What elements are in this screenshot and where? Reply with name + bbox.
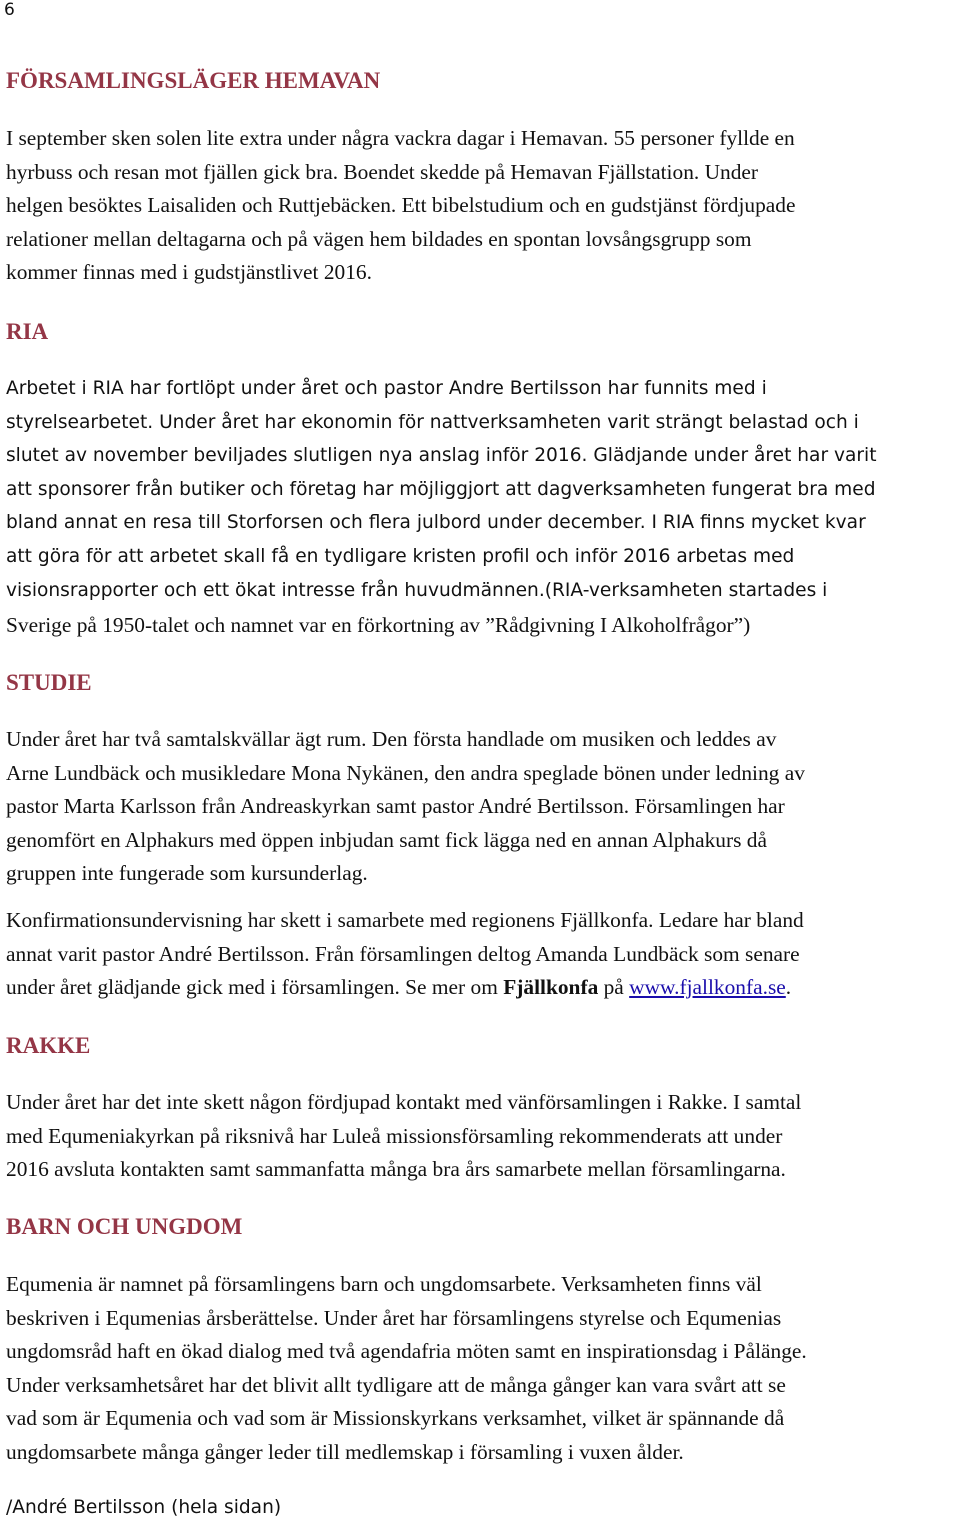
text-line: annat varit pastor André Bertilsson. Från församlingen deltog Amanda Lundbäck som senare: [6, 941, 800, 966]
text-line: styrelsearbetet. Under året har ekonomin för nattverksamheten varit strängt belastad och i: [6, 411, 859, 433]
text-line: Sverige på 1950-talet och namnet var en förkortning av ”Rådgivning I Alkoholfrågor”): [6, 613, 751, 637]
paragraph-forsamlingslager: [6, 122, 960, 290]
text-fragment: under året glädjande gick med i församlingen. Se mer om: [6, 975, 504, 999]
text-line: att sponsorer från butiker och företag har möjliggjort att dagverksamheten fungerat bra med: [6, 478, 876, 500]
text-fragment: .: [785, 975, 792, 999]
paragraph-ria-2: [6, 609, 960, 643]
paragraph-rakke: [6, 1086, 960, 1187]
text-line: genomfört en Alphakurs med öppen inbjudan samt fick lägga ned en annan Alphakurs då: [6, 827, 767, 852]
text-line: 2016 avsluta kontakten samt sammanfatta många bra års samarbete mellan församlingarna.: [6, 1157, 786, 1181]
text-line: Arne Lundbäck och musikledare Mona Nykänen, den andra speglade bönen under ledning av: [6, 760, 805, 785]
heading-studie: STUDIE: [6, 670, 92, 695]
text-line: Under verksamhetsåret har det blivit allt tydligare att de många gånger kan vara svårt att se: [6, 1372, 786, 1397]
text-line: Arbetet i RIA har fortlöpt under året och pastor Andre Bertilsson har funnits med i: [6, 378, 767, 399]
text-line: gruppen inte fungerade som kursunderlag.: [6, 861, 368, 885]
text-line: Konfirmationsundervisning har skett i samarbete med regionens Fjällkonfa. Ledare har bland: [6, 908, 804, 932]
signature: [6, 1491, 960, 1525]
paragraph-studie-2: [6, 904, 960, 1005]
heading-forsamlingslager: FÖRSAMLINGSLÄGER HEMAVAN: [6, 68, 381, 93]
text-fragment: på: [598, 975, 630, 999]
heading-rakke: RAKKE: [6, 1033, 91, 1058]
text-line: hyrbuss och resan mot fjällen gick bra. Boendet skedde på Hemavan Fjällstation. Under: [6, 159, 759, 184]
text-line: slutet av november beviljades slutligen nya anslag inför 2016. Glädjande under året har varit: [6, 445, 877, 467]
text-line: beskriven i Equmenias årsberättelse. Under året har församlingens styrelse och Equmenias: [6, 1305, 782, 1330]
heading-ria: RIA: [6, 319, 49, 344]
text-line: I september sken solen lite extra under några vackra dagar i Hemavan. 55 personer fyllde en: [6, 126, 795, 150]
text-line: [6, 971, 960, 1005]
text-line: ungdomsarbete många gånger leder till medlemskap i församling i vuxen ålder.: [6, 1439, 684, 1464]
text-line: Under året har det inte skett någon fördjupad kontakt med vänförsamlingen i Rakke. I samtal: [6, 1090, 802, 1114]
text-line: helgen besöktes Laisaliden och Ruttjebäcken. Ett bibelstudium och en gudstjänst fördjupade: [6, 193, 796, 217]
paragraph-barn-och-ungdom: [6, 1268, 960, 1469]
fjallkonfa-link[interactable]: www.fjallkonfa.se: [629, 975, 786, 999]
paragraph-studie-1: [6, 723, 960, 891]
page-number: 6: [4, 0, 15, 20]
text-line: relationer mellan deltagarna och på vägen hem bildades en spontan lovsångsgrupp som: [6, 226, 752, 251]
fjallkonfa-bold: Fjällkonfa: [503, 975, 599, 999]
text-line: ungdomsråd haft en ökad dialog med två agendafria möten samt en inspirationsdag i Pålänge.: [6, 1339, 807, 1363]
text-line: att göra för att arbetet skall få en tydligare kristen profil och inför 2016 arbetas med: [6, 545, 795, 567]
text-line: pastor Marta Karlsson från Andreaskyrkan samt pastor André Bertilsson. Församlingen har: [6, 794, 785, 818]
text-line: kommer finnas med i gudstjänstlivet 2016.: [6, 260, 372, 284]
text-line: Under året har två samtalskvällar ägt rum. Den första handlade om musiken och leddes av: [6, 727, 777, 751]
text-line: med Equmeniakyrkan på riksnivå har Luleå missionsförsamling rekommenderats att under: [6, 1123, 783, 1148]
text-line: Equmenia är namnet på församlingens barn och ungdomsarbete. Verksamheten finns väl: [6, 1272, 762, 1296]
text-line: vad som är Equmenia och vad som är Missionskyrkans verksamhet, vilket är spännande då: [6, 1406, 785, 1430]
text-line: bland annat en resa till Storforsen och flera julbord under december. I RIA finns mycket kvar: [6, 512, 866, 534]
heading-barn-och-ungdom: BARN OCH UNGDOM: [6, 1214, 243, 1239]
signature-text: /André Bertilsson (hela sidan): [6, 1497, 282, 1518]
paragraph-ria-1: [6, 372, 960, 607]
text-line: visionsrapporter och ett ökat intresse från huvudmännen.(RIA-verksamheten startades i: [6, 579, 828, 601]
